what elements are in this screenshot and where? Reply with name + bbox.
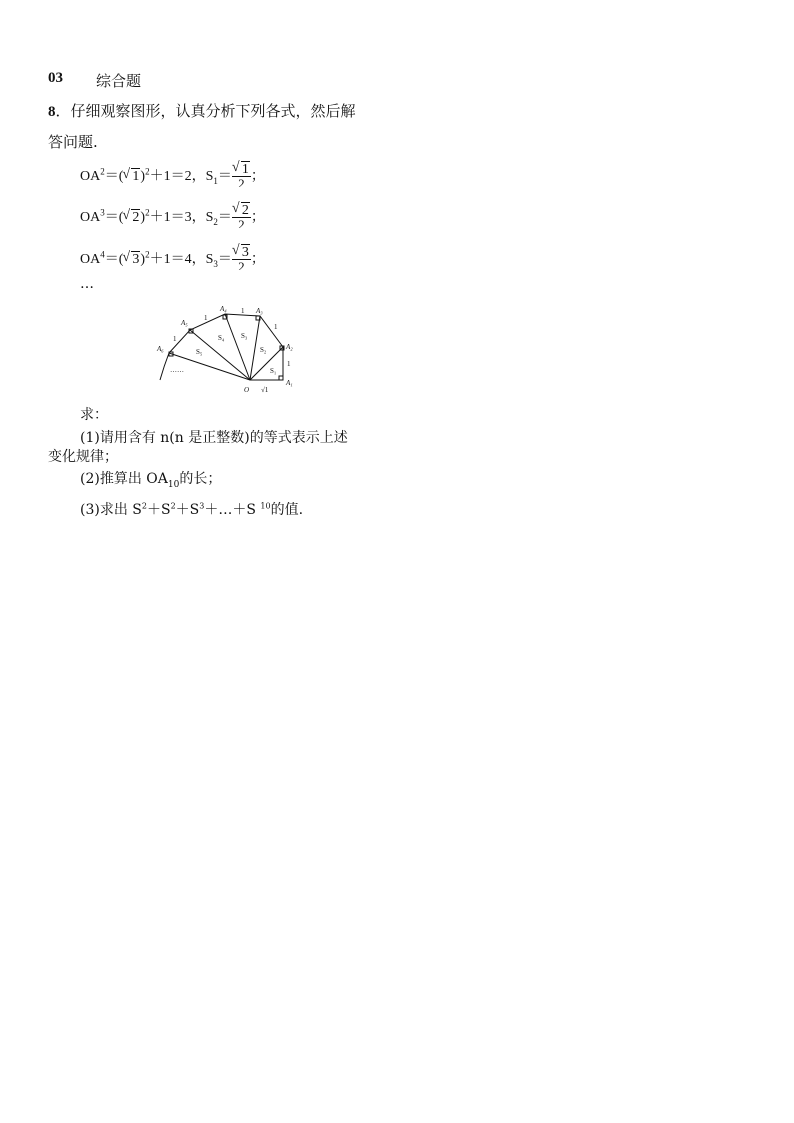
label-A2: A₂ [286,343,293,351]
question-intro-line2: 答问题. [48,133,98,151]
part-1-line2: 变化规律； [48,449,118,465]
label-one-3: 1 [241,307,245,315]
sqrt-sign: √ 3 [123,252,140,268]
label-A3: A₃ [256,307,263,315]
fraction: √ $\frac{1}{2}$ [232,163,251,187]
label-O: O [244,386,250,394]
equation-2: $OA^3=(√$ 2)$^2$＋1＝3，$S_2=$ √ $\frac{2}{2}$ ； [80,206,265,230]
question-number: 8 [48,104,56,120]
label-one-4: 1 [204,314,208,322]
label-S3: S₃ [241,332,248,340]
label-A6: A₆ [157,345,164,353]
section-number: 03 [48,70,63,86]
continuation-arc [160,353,169,380]
part-1-line1: (1)请用含有 n(n 是正整数)的等式表示上述 [80,430,348,446]
ray-OA2 [250,347,283,380]
label-sqrt1: √1 [261,386,269,394]
part-3: (3)求出 $S^2+S^2+S^3+\dots+S$ $^{10}$的值. [80,501,304,518]
label-S1: S₁ [270,367,277,375]
label-one-1: 1 [287,360,291,368]
section-title: 综合题 [96,72,142,90]
label-one-2: 1 [274,323,278,331]
equations-ellipsis: … [80,276,95,292]
label-S4: S₄ [218,334,225,342]
equation-3: $OA^4=(√$ 3)$^2$＋1＝4，$S_3=$ √ $\frac{3}{2}$ ； [80,248,265,272]
fraction: √ $\frac{3}{2}$ [232,246,251,270]
label-S2: S₂ [260,346,267,354]
spiral-diagram [150,300,310,400]
ask-label: 求： [80,407,108,423]
label-dots: …… [170,366,184,374]
question-intro-line1: 仔细观察图形，认真分析下列各式，然后解 [70,102,356,120]
question-dot: ． [55,102,71,120]
part-2: (2)推算出 $OA_{10}$的长； [80,471,222,490]
sqrt-sign: √ 2 [123,210,140,226]
ray-OA3 [250,316,260,380]
sqrt-sign: √ 1 [123,169,140,185]
label-S5: S₅ [196,348,203,356]
label-A1: A₁ [286,379,293,387]
label-A5: A₅ [181,319,188,327]
label-one-5: 1 [173,335,177,343]
spiral-figure [150,300,310,404]
question-intro [48,100,356,121]
equation-1: $OA^2=(√$ 1)$^2$＋1＝2，$S_1=$ √ $\frac{1}{2}$ ； [80,165,265,189]
label-A4: A₄ [220,305,227,313]
fraction: √ $\frac{2}{2}$ [232,204,251,228]
